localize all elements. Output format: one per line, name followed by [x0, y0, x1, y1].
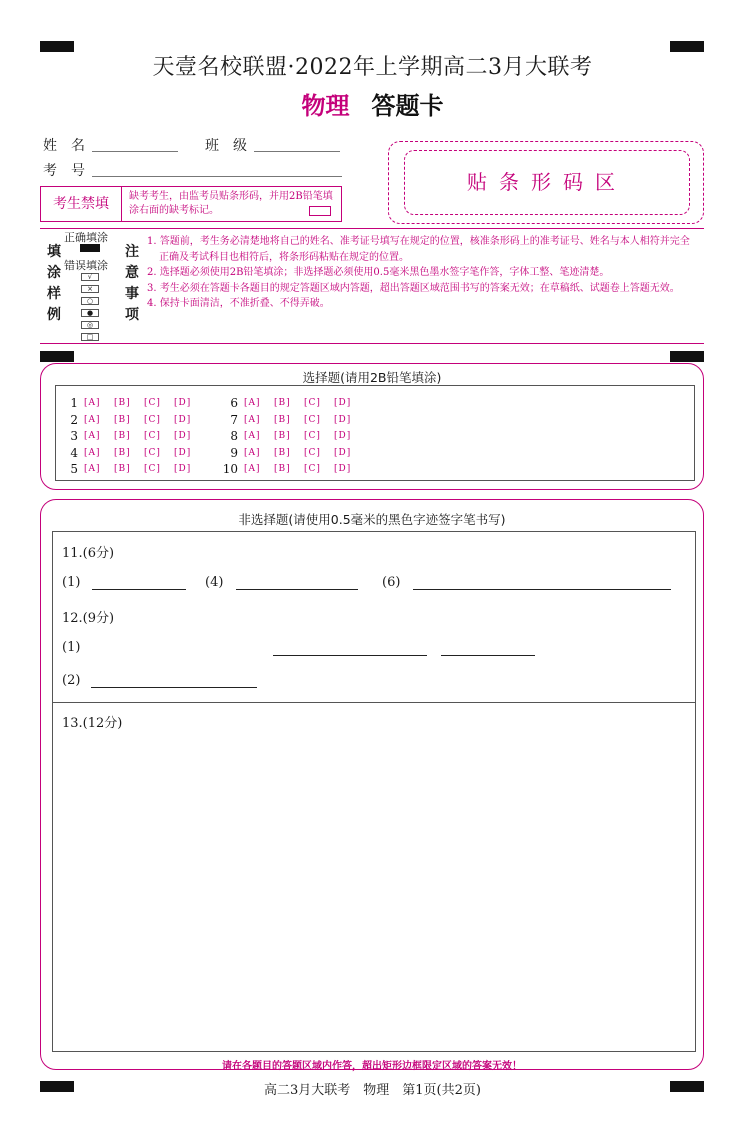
mc-option-bubble[interactable]: [B]: [114, 447, 131, 458]
wrong-mark-cross: ×: [81, 285, 99, 293]
nonmc-title: 非选择题(请使用0.5毫米的黑色字迹签字笔书写): [238, 512, 506, 527]
name-field[interactable]: [92, 151, 178, 152]
mc-option-bubble[interactable]: [D]: [174, 464, 192, 474]
mc-option-bubble[interactable]: [A]: [84, 414, 101, 425]
mc-option-bubble[interactable]: [D]: [334, 431, 352, 441]
mc-question-number: 7: [230, 412, 238, 427]
mc-option-bubble[interactable]: [C]: [304, 464, 321, 474]
sample-side-label: 填 涂 样 例: [47, 244, 61, 323]
wrong-mark-check: √: [81, 273, 99, 281]
answer-box-13[interactable]: [52, 702, 696, 1052]
q12-blank-2[interactable]: [91, 687, 257, 688]
q11-blank-4[interactable]: [236, 589, 358, 590]
q11-blank-6[interactable]: [413, 589, 671, 590]
mc-question-number: 10: [222, 462, 238, 476]
mc-question-number: 3: [70, 429, 78, 443]
exam-id-label: 考 号: [43, 163, 85, 179]
mc-option-bubble[interactable]: [C]: [304, 447, 321, 458]
area-warning: 请在各题目的答题区域内作答，超出矩形边框限定区域的答案无效！: [222, 1061, 522, 1072]
card-title: [0, 86, 745, 121]
mc-question-number: 5: [70, 462, 78, 476]
correct-fill-sample: [80, 244, 100, 252]
mc-option-bubble[interactable]: [C]: [144, 431, 161, 441]
mc-option-bubble[interactable]: [B]: [114, 414, 131, 425]
mc-option-bubble[interactable]: [D]: [334, 447, 352, 458]
q12-label: 12.(9分): [62, 611, 115, 626]
mc-option-bubble[interactable]: [B]: [274, 398, 291, 408]
registration-mark: [40, 351, 74, 362]
mc-option-bubble[interactable]: [A]: [244, 447, 261, 458]
mc-option-bubble[interactable]: [A]: [244, 464, 261, 474]
subject-label: 物理: [301, 91, 350, 120]
q12-blank-2-label: (2): [62, 673, 81, 688]
q12-blank-1a[interactable]: [273, 655, 427, 656]
q12-blank-1-label: (1): [62, 640, 81, 655]
note-item: 3. 考生必须在答题卡各题目的规定答题区域内答题，超出答题区域范围书写的答案无效；在草稿纸、试题卷上答题无效。: [147, 282, 680, 294]
mc-option-bubble[interactable]: [A]: [84, 447, 101, 458]
q11-label: 11.(6分): [62, 546, 115, 561]
mc-title: 选择题(请用2B铅笔填涂): [302, 370, 442, 385]
mc-question-number: 8: [230, 429, 238, 443]
mc-option-bubble[interactable]: [A]: [84, 464, 101, 474]
mc-option-bubble[interactable]: [C]: [304, 398, 321, 408]
mc-option-bubble[interactable]: [C]: [304, 414, 321, 425]
mc-option-bubble[interactable]: [A]: [244, 398, 261, 408]
mc-option-bubble[interactable]: [B]: [114, 431, 131, 441]
exam-title: 天壹名校联盟·2022年上学期高二3月大联考: [152, 55, 593, 80]
absent-desc: 缺考考生，由监考员贴条形码，并用2B铅笔填涂右面的缺考标记。: [129, 191, 333, 216]
mc-option-bubble[interactable]: [A]: [244, 414, 261, 425]
note-item: 2. 选择题必须使用2B铅笔填涂；非选择题必须使用0.5毫米黑色墨水签字笔作答，字体工整、笔迹清楚。: [147, 267, 610, 278]
note-item: 4. 保持卡面清洁，不准折叠、不得弄破。: [147, 298, 330, 309]
mc-option-bubble[interactable]: [B]: [114, 398, 131, 408]
mc-option-bubble[interactable]: [B]: [274, 431, 291, 441]
mc-option-bubble[interactable]: [D]: [334, 414, 352, 425]
mc-option-bubble[interactable]: [A]: [244, 431, 261, 441]
mc-option-bubble[interactable]: [C]: [144, 464, 161, 474]
mc-option-bubble[interactable]: [B]: [274, 464, 291, 474]
mc-option-bubble[interactable]: [B]: [274, 447, 291, 458]
q11-blank-4-label: (4): [205, 575, 224, 590]
mc-question-number: 1: [70, 396, 78, 410]
page-footer: 高二3月大联考 物理 第1页(共2页): [264, 1083, 481, 1098]
correct-fill-label: 正确填涂: [64, 231, 108, 244]
mc-option-bubble[interactable]: [D]: [334, 398, 352, 408]
absent-mark-box[interactable]: [309, 206, 331, 216]
mc-option-bubble[interactable]: [B]: [274, 414, 291, 425]
exam-id-field[interactable]: [92, 176, 342, 177]
wrong-fill-label: 错误填涂: [64, 259, 108, 272]
q11-blank-6-label: (6): [382, 575, 401, 590]
q13-label: 13.(12分): [62, 716, 123, 731]
wrong-mark-circle: ○: [81, 297, 99, 305]
q11-blank-1[interactable]: [92, 589, 186, 590]
mc-option-bubble[interactable]: [B]: [114, 464, 131, 474]
wrong-mark-square: □: [81, 333, 99, 341]
notes-list: [147, 234, 699, 312]
mc-option-bubble[interactable]: [D]: [174, 414, 192, 425]
absent-box: [40, 186, 342, 222]
mc-option-bubble[interactable]: [A]: [84, 431, 101, 441]
note-item: 1. 答题前，考生务必清楚地将自己的姓名、准考证号填写在规定的位置，核准条形码上的准考证号、姓名与本人相符并完全正确及考试科目也相符后，将条形码粘贴在规定的位置。: [147, 236, 690, 263]
q11-blank-1-label: (1): [62, 575, 81, 590]
mc-question-number: 2: [70, 412, 78, 427]
card-label: 答题卡: [371, 91, 444, 120]
mc-option-bubble[interactable]: [C]: [144, 398, 161, 408]
mc-question-number: 4: [70, 445, 78, 460]
mc-option-bubble[interactable]: [D]: [174, 431, 192, 441]
mc-option-bubble[interactable]: [D]: [174, 398, 192, 408]
barcode-label: 贴条形码区: [467, 170, 627, 194]
registration-mark: [670, 351, 704, 362]
wrong-mark-ring: ◎: [81, 321, 99, 329]
class-field[interactable]: [254, 151, 340, 152]
mc-option-bubble[interactable]: [C]: [144, 447, 161, 458]
answer-box-11-12[interactable]: [52, 531, 696, 703]
mc-option-bubble[interactable]: [A]: [84, 398, 101, 408]
mc-option-bubble[interactable]: [D]: [334, 464, 352, 474]
notes-side-label: 注 意 事 项: [125, 244, 139, 323]
name-label: 姓 名: [43, 138, 85, 154]
mc-option-bubble[interactable]: [C]: [304, 431, 321, 441]
class-label: 班 级: [205, 138, 247, 154]
mc-option-bubble[interactable]: [C]: [144, 414, 161, 425]
mc-question-number: 9: [230, 445, 238, 460]
wrong-mark-dot: ●: [81, 309, 99, 317]
mc-option-bubble[interactable]: [D]: [174, 447, 192, 458]
q12-blank-1b[interactable]: [441, 655, 535, 656]
mc-question-number: 6: [230, 396, 238, 410]
absent-label: 考生禁填: [41, 187, 122, 221]
